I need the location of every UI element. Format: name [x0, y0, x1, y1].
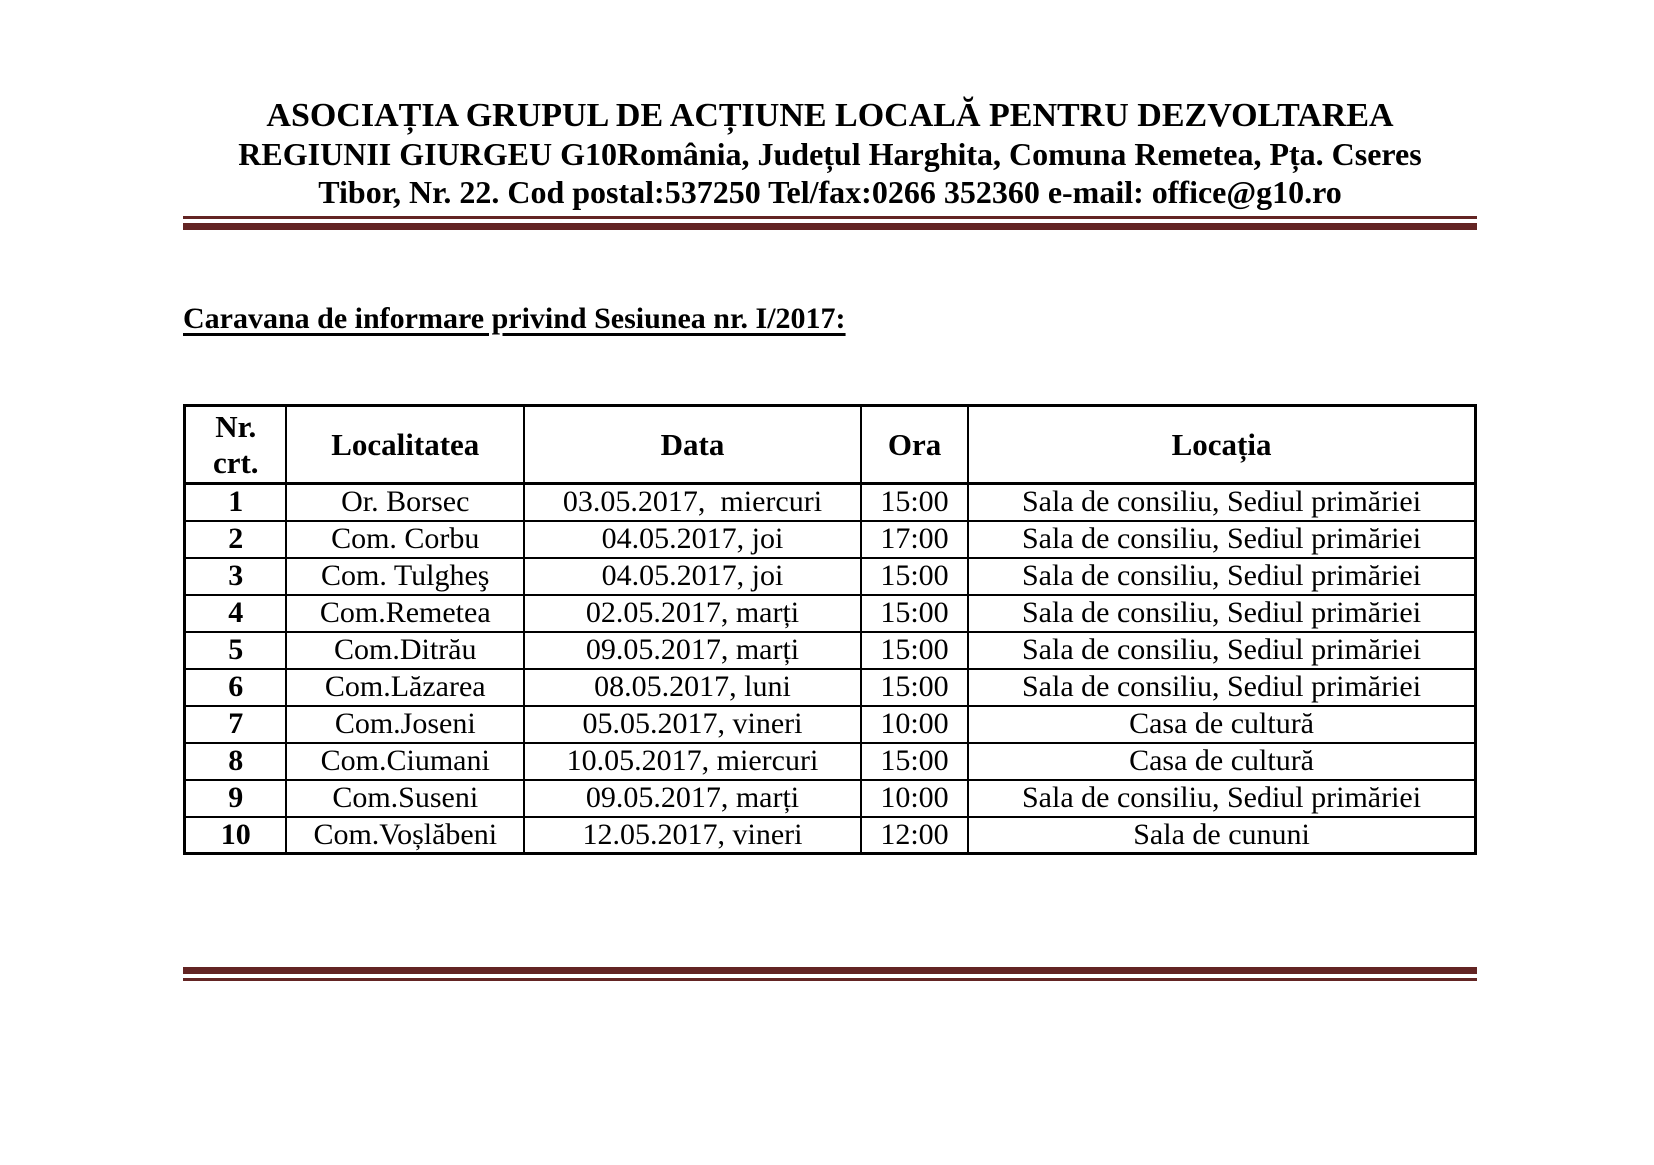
cell-ora: 15:00: [861, 743, 968, 780]
cell-nr: 2: [185, 521, 287, 558]
cell-nr: 4: [185, 595, 287, 632]
column-header-data: Data: [524, 406, 861, 484]
cell-data: 09.05.2017, marți: [524, 780, 861, 817]
table-row: [185, 484, 1476, 521]
cell-data: 04.05.2017, joi: [524, 558, 861, 595]
cell-locatia: Sala de consiliu, Sediul primăriei: [968, 780, 1475, 817]
cell-ora: 10:00: [861, 706, 968, 743]
cell-nr: 1: [185, 484, 287, 521]
cell-data: 08.05.2017, luni: [524, 669, 861, 706]
cell-localitatea: Or. Borsec: [286, 484, 524, 521]
cell-locatia: Casa de cultură: [968, 743, 1475, 780]
cell-locatia: Casa de cultură: [968, 706, 1475, 743]
cell-locatia: Sala de consiliu, Sediul primăriei: [968, 558, 1475, 595]
column-header-nr: Nr. crt.: [185, 406, 287, 484]
cell-nr: 7: [185, 706, 287, 743]
cell-localitatea: Com.Remetea: [286, 595, 524, 632]
cell-locatia: Sala de consiliu, Sediul primăriei: [968, 484, 1475, 521]
cell-locatia: Sala de consiliu, Sediul primăriei: [968, 595, 1475, 632]
divider-thick-line: [183, 223, 1477, 230]
cell-nr: 9: [185, 780, 287, 817]
cell-nr: 5: [185, 632, 287, 669]
cell-localitatea: Com.Ciumani: [286, 743, 524, 780]
cell-data: 05.05.2017, vineri: [524, 706, 861, 743]
cell-localitatea: Com.Joseni: [286, 706, 524, 743]
table-row: [185, 780, 1476, 817]
table-row: [185, 558, 1476, 595]
cell-locatia: Sala de cununi: [968, 817, 1475, 854]
table-row: [185, 595, 1476, 632]
cell-locatia: Sala de consiliu, Sediul primăriei: [968, 521, 1475, 558]
cell-ora: 10:00: [861, 780, 968, 817]
header-divider: [183, 216, 1477, 230]
schedule-table: [183, 404, 1477, 855]
cell-localitatea: Com.Suseni: [286, 780, 524, 817]
cell-localitatea: Com.Voșlăbeni: [286, 817, 524, 854]
table-row: [185, 706, 1476, 743]
footer-divider: [183, 967, 1477, 981]
cell-localitatea: Com.Lăzarea: [286, 669, 524, 706]
cell-ora: 15:00: [861, 558, 968, 595]
cell-nr: 6: [185, 669, 287, 706]
cell-localitatea: Com. Tulgheş: [286, 558, 524, 595]
table-row: [185, 669, 1476, 706]
cell-ora: 15:00: [861, 484, 968, 521]
cell-data: 04.05.2017, joi: [524, 521, 861, 558]
cell-localitatea: Com.Ditrău: [286, 632, 524, 669]
cell-localitatea: Com. Corbu: [286, 521, 524, 558]
table-row: [185, 521, 1476, 558]
column-header-locatia: Locația: [968, 406, 1475, 484]
cell-nr: 10: [185, 817, 287, 854]
cell-ora: 15:00: [861, 669, 968, 706]
divider-thick-line: [183, 967, 1477, 974]
table-row: [185, 743, 1476, 780]
cell-data: 09.05.2017, marți: [524, 632, 861, 669]
letterhead: [183, 0, 1477, 211]
schedule-table-head: [185, 406, 1476, 484]
cell-locatia: Sala de consiliu, Sediul primăriei: [968, 669, 1475, 706]
cell-nr: 8: [185, 743, 287, 780]
cell-ora: 17:00: [861, 521, 968, 558]
cell-nr: 3: [185, 558, 287, 595]
schedule-table-body: [185, 484, 1476, 854]
table-header-row: [185, 406, 1476, 484]
cell-ora: 15:00: [861, 632, 968, 669]
column-header-localitatea: Localitatea: [286, 406, 524, 484]
cell-data: 10.05.2017, miercuri: [524, 743, 861, 780]
section-title: Caravana de informare privind Sesiunea nr. I/2017:: [183, 302, 846, 335]
table-row: [185, 632, 1476, 669]
divider-thin-line: [183, 978, 1477, 981]
letterhead-line-2: REGIUNII GIURGEU G10România, Județul Harghita, Comuna Remetea, Pța. Cseres: [238, 136, 1422, 172]
letterhead-line-1: ASOCIAȚIA GRUPUL DE ACȚIUNE LOCALĂ PENTRU DEZVOLTAREA: [266, 97, 1394, 134]
cell-ora: 12:00: [861, 817, 968, 854]
column-header-ora: Ora: [861, 406, 968, 484]
cell-data: 03.05.2017, miercuri: [524, 484, 861, 521]
cell-ora: 15:00: [861, 595, 968, 632]
letterhead-line-3: Tibor, Nr. 22. Cod postal:537250 Tel/fax:0266 352360 e-mail: office@g10.ro: [318, 174, 1342, 210]
table-row: [185, 817, 1476, 854]
cell-data: 02.05.2017, marți: [524, 595, 861, 632]
cell-data: 12.05.2017, vineri: [524, 817, 861, 854]
cell-locatia: Sala de consiliu, Sediul primăriei: [968, 632, 1475, 669]
